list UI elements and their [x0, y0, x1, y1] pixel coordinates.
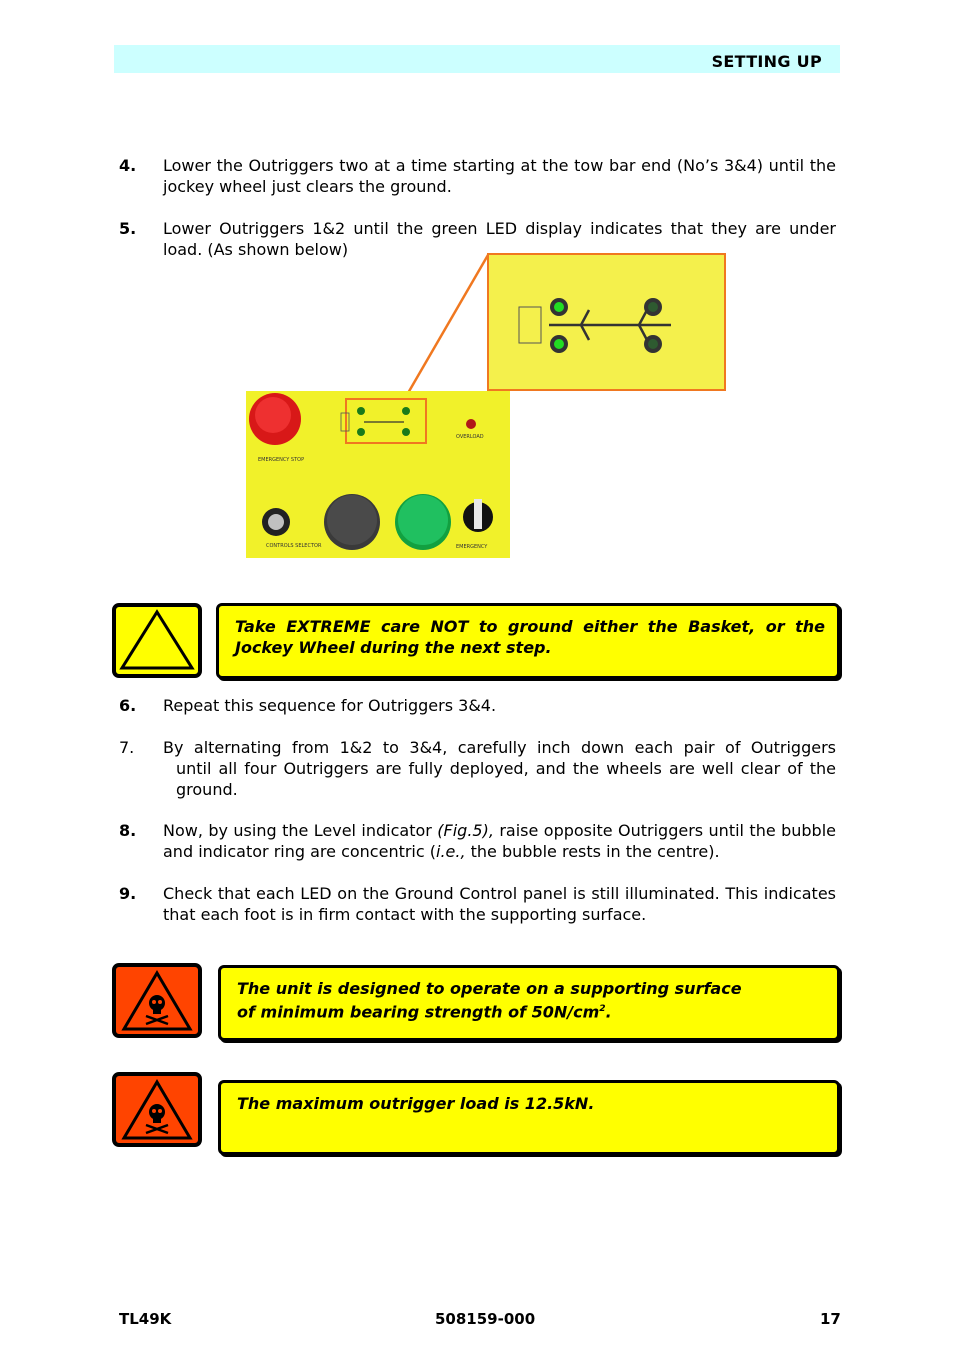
bearing-warning — [218, 965, 840, 1041]
superscript: 2 — [599, 1004, 606, 1014]
step-number: 5. — [119, 219, 137, 238]
step-9 — [119, 883, 836, 925]
label-overload: OVERLOAD — [456, 434, 484, 440]
caution-message — [216, 603, 840, 679]
danger-icon-box — [112, 963, 202, 1038]
step-number: 4. — [119, 156, 137, 175]
caution-triangle-icon — [116, 607, 198, 674]
step-text: Check that each LED on the Ground Control panel is still illuminated. This indicates that each foot is in firm contact with the supporting surface. — [163, 884, 836, 924]
step-8-a: Now, by using the Level indicator — [163, 821, 438, 840]
caution-icon-box — [112, 603, 202, 678]
label-emergency-stop: EMERGENCY STOP — [258, 457, 305, 463]
step-7 — [119, 737, 836, 800]
skull-crossbones-icon — [116, 1076, 198, 1143]
footer-part-number: 508159-000 — [435, 1310, 536, 1328]
step-number: 8. — [119, 821, 137, 840]
step-text: Repeat this sequence for Outriggers 3&4. — [163, 696, 497, 715]
step-text — [163, 820, 836, 862]
step-number: 9. — [119, 884, 137, 903]
bearing-text-main: The unit is designed to operate on a supporting surface of minimum bearing strength of 50N/cm — [237, 979, 742, 1022]
step-text: Lower Outriggers 1&2 until the green LED display indicates that they are under load. (As shown below) — [163, 219, 836, 259]
bearing-text-end: . — [605, 1002, 612, 1022]
danger-icon-box — [112, 1072, 202, 1147]
step-number: 6. — [119, 696, 137, 715]
ie-text: i.e., — [436, 842, 466, 861]
panel-graphic — [246, 391, 510, 558]
footer-model: TL49K — [119, 1310, 172, 1328]
step-8-b: raise opposite Outriggers until the bubble and indicator ring are concentric ( — [163, 821, 836, 861]
step-number: 7. — [119, 738, 135, 757]
step-7-rest: until all four Outriggers are fully deployed, and the wheels are well clear of the ground. — [176, 759, 836, 799]
step-8-c: the bubble rests in the centre). — [465, 842, 720, 861]
led-display-zoom — [487, 253, 726, 391]
max-load-warning — [218, 1080, 840, 1155]
step-7-line-1: By alternating from 1&2 to 3&4, carefully inch down each pair of Outriggers — [163, 738, 836, 757]
caution-text: Take EXTREME care NOT to ground either the Basket, or the Jockey Wheel during the next step. — [235, 617, 825, 657]
step-text — [163, 737, 836, 800]
label-emergency: EMERGENCY — [456, 544, 488, 550]
label-controls-selector: CONTROLS SELECTOR — [266, 543, 322, 549]
ground-control-panel — [246, 391, 510, 558]
max-load-text: The maximum outrigger load is 12.5kN. — [237, 1094, 595, 1113]
fig-reference: (Fig.5), — [437, 821, 494, 840]
footer-page-number: 17 — [820, 1310, 841, 1328]
led-diagram — [489, 255, 724, 389]
step-6 — [119, 695, 836, 716]
skull-crossbones-icon — [116, 967, 198, 1034]
section-title: SETTING UP — [711, 52, 822, 71]
bearing-text — [237, 978, 825, 1022]
step-8 — [119, 820, 836, 862]
step-text: Lower the Outriggers two at a time starting at the tow bar end (No’s 3&4) until the jockey wheel just clears the ground. — [163, 156, 836, 196]
